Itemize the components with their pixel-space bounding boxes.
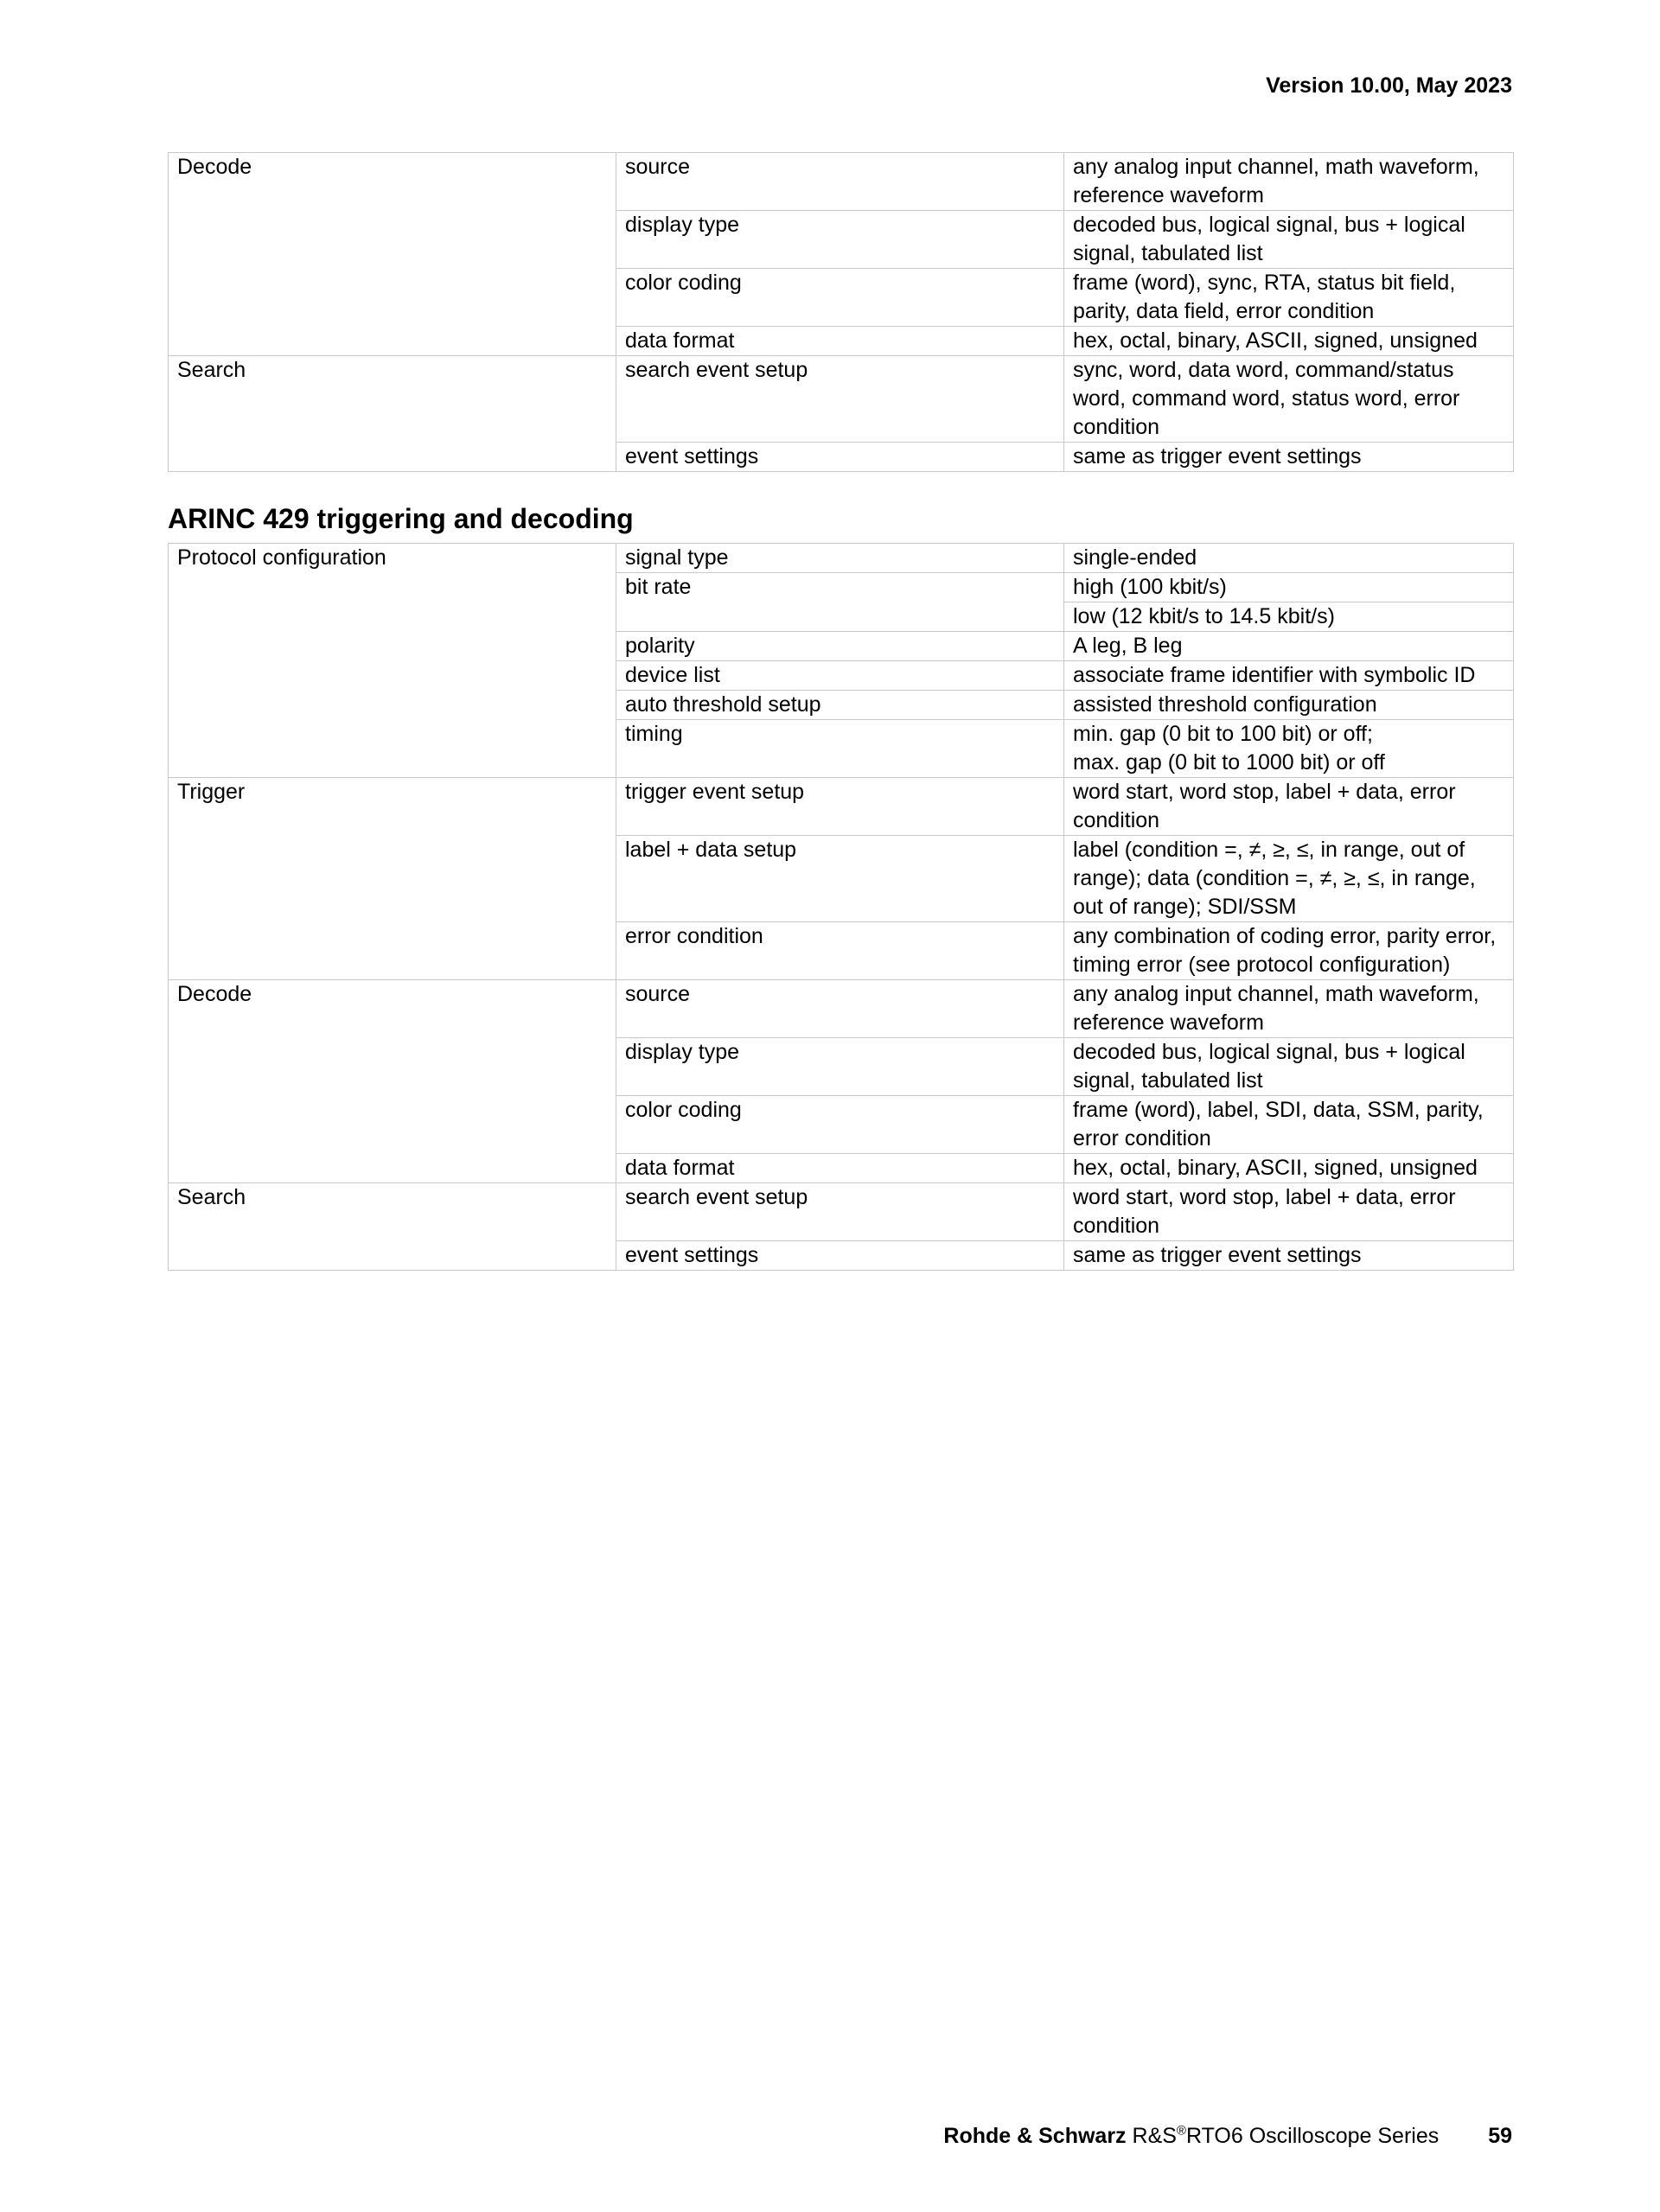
parameter-cell: polarity (616, 632, 1064, 661)
value-cell: low (12 kbit/s to 14.5 kbit/s) (1064, 602, 1514, 632)
parameter-cell: trigger event setup (616, 778, 1064, 836)
parameter-cell: search event setup (616, 1183, 1064, 1241)
value-cell: decoded bus, logical signal, bus + logical signal, tabulated list (1064, 1038, 1514, 1096)
value-cell: any analog input channel, math waveform, reference waveform (1064, 980, 1514, 1038)
table-row (169, 778, 1514, 836)
parameter-cell: color coding (616, 1096, 1064, 1154)
value-cell: decoded bus, logical signal, bus + logical signal, tabulated list (1064, 211, 1514, 269)
value-cell (1064, 720, 1514, 778)
parameter-cell: label + data setup (616, 836, 1064, 922)
section-heading: ARINC 429 triggering and decoding (168, 503, 634, 534)
parameter-cell: source (616, 980, 1064, 1038)
parameter-cell: signal type (616, 544, 1064, 573)
value-cell: assisted threshold configuration (1064, 691, 1514, 720)
parameter-cell: auto threshold setup (616, 691, 1064, 720)
value-cell: label (condition =, ≠, ≥, ≤, in range, out of range); data (condition =, ≠, ≥, ≤, in range, out of range); SDI/SSM (1064, 836, 1514, 922)
parameter-cell: event settings (616, 1241, 1064, 1271)
table-row (169, 153, 1514, 211)
value-cell: A leg, B leg (1064, 632, 1514, 661)
value-cell: frame (word), label, SDI, data, SSM, parity, error condition (1064, 1096, 1514, 1154)
category-cell: Protocol configuration (169, 544, 616, 778)
table-row (169, 980, 1514, 1038)
spec-table-arinc429 (168, 543, 1514, 1271)
parameter-cell: display type (616, 1038, 1064, 1096)
parameter-cell: error condition (616, 922, 1064, 980)
product-name: RTO6 Oscilloscope Series (1185, 2124, 1440, 2148)
value-line: max. gap (0 bit to 1000 bit) or off (1073, 750, 1385, 775)
category-cell: Decode (169, 153, 616, 356)
value-cell: word start, word stop, label + data, error condition (1064, 1183, 1514, 1241)
parameter-cell: bit rate (616, 573, 1064, 632)
product-prefix: R&S (1132, 2124, 1177, 2148)
parameter-cell: device list (616, 661, 1064, 691)
value-cell: any analog input channel, math waveform, reference waveform (1064, 153, 1514, 211)
parameter-cell: search event setup (616, 356, 1064, 443)
parameter-cell: color coding (616, 269, 1064, 327)
table-row (169, 544, 1514, 573)
parameter-cell: timing (616, 720, 1064, 778)
spec-table-continued (168, 152, 1514, 472)
value-cell: single-ended (1064, 544, 1514, 573)
page-footer (943, 2123, 1512, 2149)
value-cell: same as trigger event settings (1064, 443, 1514, 472)
parameter-cell: data format (616, 327, 1064, 356)
value-line: min. gap (0 bit to 100 bit) or off; (1073, 722, 1373, 746)
value-cell: hex, octal, binary, ASCII, signed, unsigned (1064, 1154, 1514, 1183)
category-cell: Decode (169, 980, 616, 1183)
parameter-cell: display type (616, 211, 1064, 269)
category-cell: Search (169, 1183, 616, 1271)
company-name: Rohde & Schwarz (943, 2124, 1127, 2148)
value-cell: frame (word), sync, RTA, status bit field, parity, data field, error condition (1064, 269, 1514, 327)
table-row (169, 356, 1514, 443)
parameter-cell: source (616, 153, 1064, 211)
category-cell: Trigger (169, 778, 616, 980)
page-number: 59 (1488, 2124, 1512, 2148)
value-cell: same as trigger event settings (1064, 1241, 1514, 1271)
table-row (169, 1183, 1514, 1241)
value-cell: high (100 kbit/s) (1064, 573, 1514, 602)
registered-mark: ® (1176, 2123, 1186, 2139)
value-cell: sync, word, data word, command/status word, command word, status word, error condition (1064, 356, 1514, 443)
parameter-cell: data format (616, 1154, 1064, 1183)
value-cell: any combination of coding error, parity error, timing error (see protocol configuration) (1064, 922, 1514, 980)
value-cell: word start, word stop, label + data, error condition (1064, 778, 1514, 836)
parameter-cell: event settings (616, 443, 1064, 472)
version-label: Version 10.00, May 2023 (1266, 73, 1512, 98)
value-cell: associate frame identifier with symbolic ID (1064, 661, 1514, 691)
category-cell: Search (169, 356, 616, 472)
value-cell: hex, octal, binary, ASCII, signed, unsigned (1064, 327, 1514, 356)
